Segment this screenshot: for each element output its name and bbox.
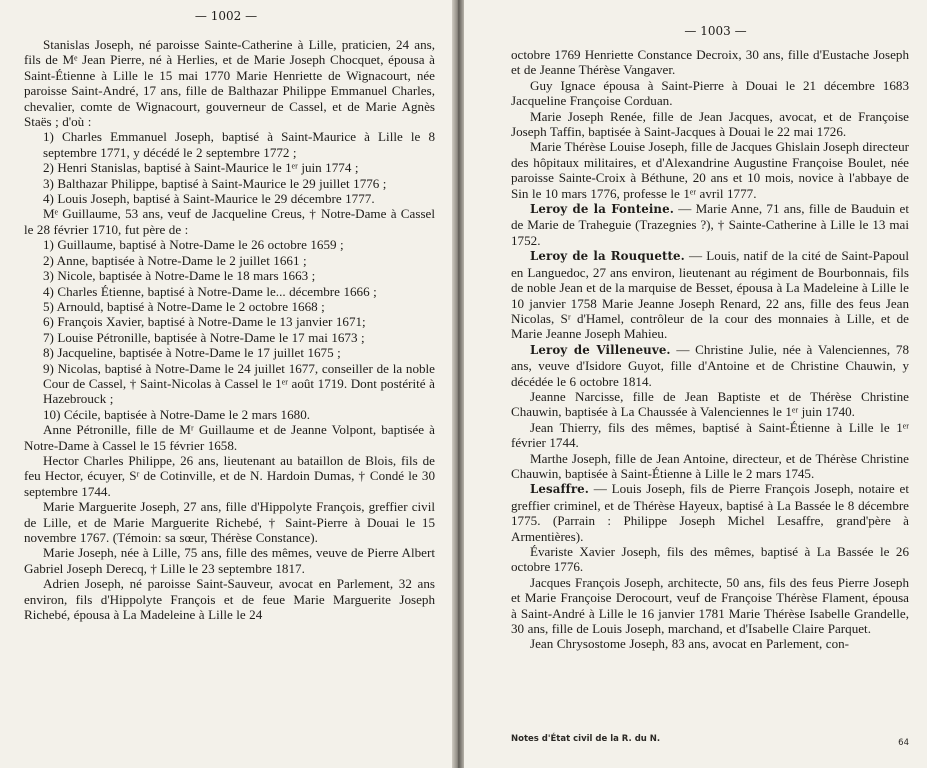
paragraph: Marie Thérèse Louise Joseph, fille de Jacques Ghislain Joseph directeur des hôpitaux militaires, et d'Alexandrine Augustine Françoise Boulet, née paroisse Sainte-Croix à Béthune, 20 ans et 10 mois, novice à l'abbaye de Sin le 10 mars 1776, professe le 1ᵉʳ avril 1777. [511,139,909,201]
page-footer [511,734,909,748]
paragraph [511,248,909,341]
surname-heading: Leroy de la Fonteine. [530,202,674,217]
paragraph: Hector Charles Philippe, 26 ans, lieutenant au bataillon de Blois, fils de feu Hector, écuyer, Sʳ de Cotinville, et de N. Hardoin Dumas, † Condé le 30 septembre 1744. [24,452,435,499]
paragraph: Anne Pétronille, fille de Mʳ Guillaume et de Jeanne Volpont, baptisée à Notre-Dame à Cassel le 15 février 1658. [24,422,435,453]
list-item: 1) Guillaume, baptisé à Notre-Dame le 26 octobre 1659 ; [43,237,344,253]
paragraph: Marie Joseph, née à Lille, 75 ans, fille des mêmes, veuve de Pierre Albert Gabriel Joseph Derecq, † Lille le 23 septembre 1817. [24,545,435,576]
paragraph [511,201,909,248]
list-item: 5) Arnould, baptisé à Notre-Dame le 2 octobre 1668 ; [43,298,325,314]
signature-mark: 64 [898,738,909,748]
surname-heading: Leroy de Villeneuve. [530,342,671,357]
list-item: 3) Balthazar Philippe, baptisé à Saint-Maurice le 29 juillet 1776 ; [43,175,387,191]
paragraph: Évariste Xavier Joseph, fils des mêmes, baptisé à La Bassée le 26 octobre 1776. [511,544,909,575]
paragraph: Jean Chrysostome Joseph, 83 ans, avocat en Parlement, con- [530,636,850,652]
paragraph: Mᵉ Guillaume, 53 ans, veuf de Jacqueline Creus, † Notre-Dame à Cassel le 28 février 1710, fut père de : [24,206,435,237]
list-item: 8) Jacqueline, baptisée à Notre-Dame le 17 juillet 1675 ; [43,345,341,361]
entry-text: — Louis Joseph, fils de Pierre François Joseph, notaire et greffier criminel, et de Thérèse Hayeux, baptisé à La Bassée le 8 décembre 1775. (Parrain : Philippe Joseph Michel Lesaffre, grand'père à Armentières). [511,481,909,544]
entry-text: — Christine Julie, née à Valenciennes, 78 ans, veuve d'Isidore Guyot, fille d'Antoine et de Christine Chauwin, y décédée le 6 octobre 1814. [511,341,909,389]
right-page-text [511,47,909,652]
page-number-right: — 1003 — [684,24,747,38]
paragraph [511,342,909,389]
entry-text: — Louis, natif de la cité de Saint-Papoul en Languedoc, 27 ans environ, lieutenant au régiment de Bourbonnais, fils de noble Jean et de la marquise de Besset, épousa à La Madeleine à Lille le 10 janvier 1758 Marie Jeanne Joseph Renard, 22 ans, fille des feus Jean Nicolas, Sʳ d'Hamel, contrôleur de la cour des monnaies à Lille, et de Marie Jeanne Joseph Mahieu. [511,248,909,342]
list-item: 2) Anne, baptisée à Notre-Dame le 2 juillet 1661 ; [43,252,307,268]
surname-heading: Lesaffre. [530,482,589,497]
paragraph [511,481,909,544]
paragraph: Jean Thierry, fils des mêmes, baptisé à Saint-Étienne à Lille le 1ᵉʳ février 1744. [511,419,909,451]
list-item: 1) Charles Emmanuel Joseph, baptisé à Saint-Maurice à Lille le 8 septembre 1771, y décédé le 2 septembre 1772 ; [43,129,435,160]
entry-text: — Marie Anne, 71 ans, fille de Bauduin et de Marie de Traheguie (Trazegnies ?), † Sainte-Catherine à Lille le 13 mai 1752. [511,201,909,248]
paragraph: Stanislas Joseph, né paroisse Sainte-Catherine à Lille, praticien, 24 ans, fils de Mᵉ Jean Pierre, né à Herlies, et de Marie Joseph Chocquet, épousa à Saint-Étienne à Lille le 15 mai 1770 Marie Henriette de Wignacourt, née paroisse Saint-André, 17 ans, fille de Balthazar Philippe Emmanuel Charles, chevalier, comte de Wignacourt, gouverneur de Cassel, et de Marie Agnès Staës ; d'où : [24,37,435,130]
paragraph: Jacques François Joseph, architecte, 50 ans, fils des feus Pierre Joseph et Marie Françoise Derocourt, veuf de Françoise Thérèse Flament, épousa à Saint-André à Lille le 16 janvier 1781 Marie Thérèse Isabelle Grandelle, 30 ans, fille de Louis Joseph, marchand, et d'Isabelle Claire Parquet. [511,574,909,637]
paragraph: Guy Ignace épousa à Saint-Pierre à Douai le 21 décembre 1683 Jacqueline Françoise Corduan. [511,77,909,109]
list-item: 10) Cécile, baptisée à Notre-Dame le 2 mars 1680. [43,406,311,422]
paragraph: octobre 1769 Henriette Constance Decroix, 30 ans, fille d'Eustache Joseph et de Jeanne Thérèse Vangaver. [511,47,909,78]
paragraph: Marie Joseph Renée, fille de Jean Jacques, avocat, et de Françoise Joseph Taffin, baptisée à Saint-Jacques à Douai le 22 mai 1726. [511,108,909,140]
right-page [464,0,927,768]
paragraph: Adrien Joseph, né paroisse Saint-Sauveur, avocat en Parlement, 32 ans environ, fils d'Hippolyte François et de feue Marie Marguerite Joseph Richebé, épousa à La Madeleine à Lille le 24 [24,576,435,623]
list-item: 7) Louise Pétronille, baptisée à Notre-Dame le 17 mai 1673 ; [43,329,365,345]
list-item: 4) Charles Étienne, baptisé à Notre-Dame le... décembre 1666 ; [43,283,377,299]
left-page-text [24,37,435,622]
page-number-left: — 1002 — [194,9,258,23]
left-page [0,0,452,768]
list-item: 4) Louis Joseph, baptisé à Saint-Maurice le 29 décembre 1777. [43,191,375,207]
paragraph: Jeanne Narcisse, fille de Jean Baptiste et de Thérèse Christine Chauwin, baptisée à La Chaussée à Valenciennes le 1ᵉʳ juin 1740. [511,388,909,420]
paragraph: Marie Marguerite Joseph, 27 ans, fille d'Hippolyte François, greffier civil de Lille, et de Marie Marguerite Richebé, † Saint-Pierre à Douai le 15 novembre 1767. (Témoin: sa sœur, Thérèse Constance). [24,499,435,545]
list-item: 6) François Xavier, baptisé à Notre-Dame le 13 janvier 1671; [43,314,366,330]
list-item: 9) Nicolas, baptisé à Notre-Dame le 24 juillet 1677, conseiller de la noble Cour de Cassel, † Saint-Nicolas à Cassel le 1ᵉʳ août 1719. Dont postérité à Hazebrouck ; [43,360,435,407]
paragraph: Marthe Joseph, fille de Jean Antoine, directeur, et de Thérèse Christine Chauwin, baptisée à Saint-Étienne à Lille le 2 mars 1745. [511,450,909,481]
list-item: 2) Henri Stanislas, baptisé à Saint-Maurice le 1ᵉʳ juin 1774 ; [43,160,359,176]
surname-heading: Leroy de la Rouquette. [530,249,685,264]
book-gutter [452,0,464,768]
list-item: 3) Nicole, baptisée à Notre-Dame le 18 mars 1663 ; [43,268,316,284]
footer-title: Notes d'État civil de la R. du N. [511,734,661,744]
